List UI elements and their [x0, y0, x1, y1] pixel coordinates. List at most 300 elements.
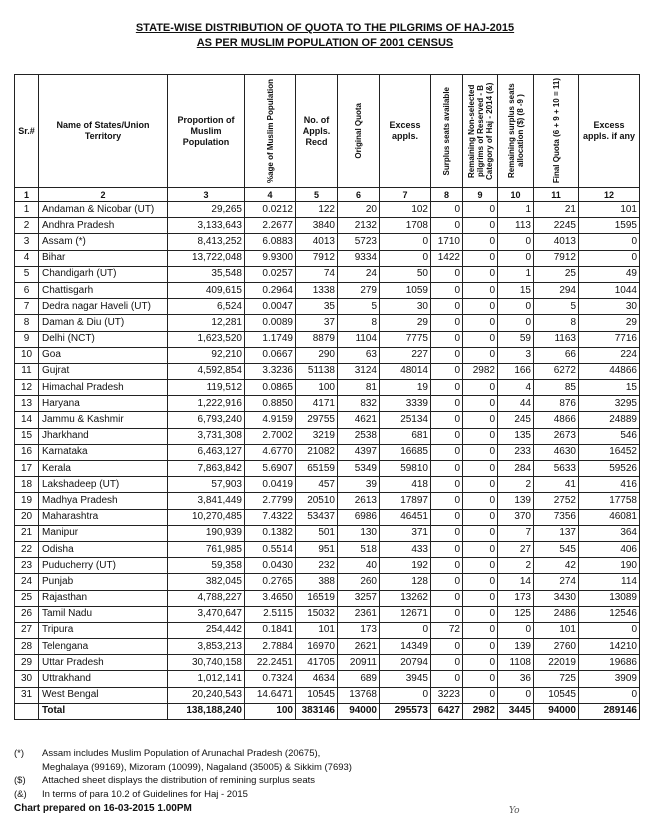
table-cell: 2613 [338, 493, 380, 509]
table-cell: 135 [498, 428, 534, 444]
table-cell: 13768 [338, 687, 380, 703]
header-sr: Sr.# [15, 75, 39, 188]
table-cell: 20 [338, 202, 380, 218]
table-cell: 0 [463, 380, 498, 396]
header-proportion: Proportion of Muslim Population [168, 75, 245, 188]
table-cell: 0 [579, 250, 640, 266]
table-cell: 0 [431, 525, 463, 541]
state-name-cell: Jharkhand [39, 428, 168, 444]
table-cell: 761,985 [168, 541, 245, 557]
state-name-cell: Himachal Pradesh [39, 380, 168, 396]
table-cell: 3945 [380, 671, 431, 687]
table-cell: 1 [15, 202, 39, 218]
table-cell: 274 [534, 574, 579, 590]
table-row [15, 299, 640, 315]
table-cell: 20911 [338, 655, 380, 671]
table-cell: 0 [463, 525, 498, 541]
header-remaining-non-selected: Remaining Non-selected pilgrims of Reserved - B Category of Haj - 2014 (&) [463, 75, 498, 188]
table-cell: 233 [498, 444, 534, 460]
table-cell: 3,841,449 [168, 493, 245, 509]
column-number: 2 [39, 188, 168, 202]
table-cell: 0 [431, 574, 463, 590]
table-cell: 15 [15, 428, 39, 444]
state-name-cell: Uttrakhand [39, 671, 168, 687]
table-row [15, 428, 640, 444]
table-cell: 16519 [296, 590, 338, 606]
total-cell: 295573 [380, 703, 431, 719]
table-cell: 0 [463, 606, 498, 622]
table-cell: 0 [498, 234, 534, 250]
table-cell: 14.6471 [245, 687, 296, 703]
table-cell: 3295 [579, 396, 640, 412]
table-cell: 6.0883 [245, 234, 296, 250]
table-cell: 433 [380, 541, 431, 557]
table-cell: 3,853,213 [168, 639, 245, 655]
table-cell: 25134 [380, 412, 431, 428]
table-cell: 1.1749 [245, 331, 296, 347]
table-cell: 0 [463, 444, 498, 460]
table-cell: 0.2765 [245, 574, 296, 590]
header-final-quota: Final Quota (6 + 9 + 10 = 11) [534, 75, 579, 188]
table-cell: 4630 [534, 444, 579, 460]
table-cell: 2 [498, 477, 534, 493]
total-cell: 94000 [338, 703, 380, 719]
table-cell: 5 [15, 266, 39, 282]
table-cell: 81 [338, 380, 380, 396]
table-cell: 2673 [534, 428, 579, 444]
table-cell: 27 [15, 622, 39, 638]
table-cell: 4013 [296, 234, 338, 250]
table-cell: 139 [498, 639, 534, 655]
table-cell: 114 [579, 574, 640, 590]
table-row [15, 250, 640, 266]
table-cell: 0 [431, 380, 463, 396]
table-cell: 101 [296, 622, 338, 638]
table-cell: 19 [380, 380, 431, 396]
table-cell: 27 [498, 541, 534, 557]
table-cell: 0 [431, 444, 463, 460]
table-cell: 382,045 [168, 574, 245, 590]
table-cell: 0 [463, 218, 498, 234]
total-label: Total [39, 703, 168, 719]
table-cell: 29,265 [168, 202, 245, 218]
table-cell: 8879 [296, 331, 338, 347]
table-cell: 17897 [380, 493, 431, 509]
table-cell: 0 [463, 622, 498, 638]
table-cell: 29 [15, 655, 39, 671]
table-cell: 29 [380, 315, 431, 331]
table-cell: 3124 [338, 363, 380, 379]
table-cell: 20,240,543 [168, 687, 245, 703]
column-number: 7 [380, 188, 431, 202]
table-cell: 15032 [296, 606, 338, 622]
table-cell: 22019 [534, 655, 579, 671]
table-cell: 40 [338, 558, 380, 574]
total-cell [15, 703, 39, 719]
table-cell: 44866 [579, 363, 640, 379]
table-cell: 7 [15, 299, 39, 315]
table-cell: 254,442 [168, 622, 245, 638]
table-cell: 30 [15, 671, 39, 687]
footnote-mark: (&) [14, 788, 27, 800]
table-cell: 19686 [579, 655, 640, 671]
table-cell: 30 [579, 299, 640, 315]
table-cell: 245 [498, 412, 534, 428]
table-row [15, 234, 640, 250]
table-cell: 3840 [296, 218, 338, 234]
table-cell: 8 [15, 315, 39, 331]
table-cell: 101 [534, 622, 579, 638]
table-cell: 7716 [579, 331, 640, 347]
document-subtitle: AS PER MUSLIM POPULATION OF 2001 CENSUS [196, 37, 454, 49]
table-cell: 173 [498, 590, 534, 606]
table-cell: 0 [431, 541, 463, 557]
table-cell: 192 [380, 558, 431, 574]
state-name-cell: Rajasthan [39, 590, 168, 606]
table-cell: 74 [296, 266, 338, 282]
column-number: 1 [15, 188, 39, 202]
table-cell: 10 [15, 347, 39, 363]
table-cell: 19 [15, 493, 39, 509]
table-cell: 101 [579, 202, 640, 218]
table-cell: 24 [15, 574, 39, 590]
table-cell: 4866 [534, 412, 579, 428]
table-cell: 0 [498, 299, 534, 315]
table-cell: 1104 [338, 331, 380, 347]
table-cell: 11 [15, 363, 39, 379]
table-cell: 15 [498, 282, 534, 298]
total-cell: 289146 [579, 703, 640, 719]
table-cell: 0 [431, 493, 463, 509]
table-cell: 2752 [534, 493, 579, 509]
table-cell: 9.9300 [245, 250, 296, 266]
table-cell: 260 [338, 574, 380, 590]
table-cell: 7,863,842 [168, 461, 245, 477]
table-cell: 3,470,647 [168, 606, 245, 622]
table-cell: 0 [431, 477, 463, 493]
table-cell: 29 [579, 315, 640, 331]
footnotes [14, 747, 634, 816]
table-cell: 14 [498, 574, 534, 590]
table-cell: 50 [380, 266, 431, 282]
table-cell: 7775 [380, 331, 431, 347]
footnote-guidelines [14, 788, 634, 802]
table-cell: 0 [431, 331, 463, 347]
header-original-quota: Original Quota [338, 75, 380, 188]
total-cell: 94000 [534, 703, 579, 719]
table-cell: 5.6907 [245, 461, 296, 477]
table-cell: 0.0257 [245, 266, 296, 282]
table-cell: 48014 [380, 363, 431, 379]
table-cell: 30,740,158 [168, 655, 245, 671]
table-cell: 2132 [338, 218, 380, 234]
table-cell: 545 [534, 541, 579, 557]
footnote-surplus [14, 774, 634, 788]
table-cell: 406 [579, 541, 640, 557]
table-cell: 9334 [338, 250, 380, 266]
table-cell: 12 [15, 380, 39, 396]
table-cell: 232 [296, 558, 338, 574]
state-name-cell: Daman & Diu (UT) [39, 315, 168, 331]
table-cell: 2982 [463, 363, 498, 379]
state-name-cell: Goa [39, 347, 168, 363]
table-cell: 7912 [296, 250, 338, 266]
table-cell: 22.2451 [245, 655, 296, 671]
table-row [15, 363, 640, 379]
table-cell: 21 [534, 202, 579, 218]
table-body [15, 202, 640, 720]
table-cell: 37 [296, 315, 338, 331]
table-cell: 0 [431, 428, 463, 444]
table-cell: 0.0089 [245, 315, 296, 331]
state-name-cell: Gujrat [39, 363, 168, 379]
table-cell: 0 [498, 315, 534, 331]
table-cell: 0 [463, 412, 498, 428]
table-cell: 16685 [380, 444, 431, 460]
table-cell: 0 [431, 590, 463, 606]
table-cell: 26 [15, 606, 39, 622]
table-cell: 0.2964 [245, 282, 296, 298]
table-cell: 139 [498, 493, 534, 509]
table-row [15, 655, 640, 671]
table-cell: 28 [15, 639, 39, 655]
table-cell: 35,548 [168, 266, 245, 282]
table-cell: 173 [338, 622, 380, 638]
table-cell: 7 [498, 525, 534, 541]
table-cell: 21082 [296, 444, 338, 460]
table-cell: 0 [463, 477, 498, 493]
table-cell: 0 [463, 250, 498, 266]
table-cell: 35 [296, 299, 338, 315]
table-cell: 0 [380, 687, 431, 703]
header-remaining-surplus: Remaining surplus seats allocation ($) (8 -9 ) [498, 75, 534, 188]
table-cell: 137 [534, 525, 579, 541]
table-cell: 4013 [534, 234, 579, 250]
table-cell: 14 [15, 412, 39, 428]
table-cell: 4397 [338, 444, 380, 460]
table-cell: 4171 [296, 396, 338, 412]
state-name-cell: Andhra Pradesh [39, 218, 168, 234]
table-cell: 0 [431, 671, 463, 687]
table-cell: 2361 [338, 606, 380, 622]
table-cell: 371 [380, 525, 431, 541]
table-cell: 0 [463, 202, 498, 218]
table-cell: 0.8850 [245, 396, 296, 412]
table-cell: 53437 [296, 509, 338, 525]
footnote-text: Assam includes Muslim Population of Arunachal Pradesh (20675), [42, 748, 321, 759]
state-name-cell: Maharashtra [39, 509, 168, 525]
table-cell: 0 [380, 250, 431, 266]
table-cell: 30 [380, 299, 431, 315]
state-name-cell: Karnataka [39, 444, 168, 460]
table-cell: 2538 [338, 428, 380, 444]
document-title: STATE-WISE DISTRIBUTION OF QUOTA TO THE PILGRIMS OF HAJ-2015 [135, 22, 515, 34]
table-cell: 190 [579, 558, 640, 574]
table-cell: 2 [498, 558, 534, 574]
table-cell: 190,939 [168, 525, 245, 541]
table-cell: 876 [534, 396, 579, 412]
table-cell: 3 [15, 234, 39, 250]
table-cell: 85 [534, 380, 579, 396]
footnote-text: Attached sheet displays the distribution of remining surplus seats [42, 775, 316, 786]
total-cell: 100 [245, 703, 296, 719]
table-cell: 1595 [579, 218, 640, 234]
table-cell: 1422 [431, 250, 463, 266]
column-number: 3 [168, 188, 245, 202]
table-cell: 4621 [338, 412, 380, 428]
table-cell: 4 [15, 250, 39, 266]
table-cell: 832 [338, 396, 380, 412]
table-cell: 12546 [579, 606, 640, 622]
table-row [15, 202, 640, 218]
table-cell: 0.0047 [245, 299, 296, 315]
table-cell: 9 [15, 331, 39, 347]
table-cell: 0 [431, 396, 463, 412]
table-cell: 0 [431, 363, 463, 379]
state-name-cell: Tripura [39, 622, 168, 638]
table-cell: 4 [498, 380, 534, 396]
table-cell: 13,722,048 [168, 250, 245, 266]
table-cell: 42 [534, 558, 579, 574]
table-cell: 1044 [579, 282, 640, 298]
table-cell: 1 [498, 266, 534, 282]
table-cell: 0 [463, 428, 498, 444]
table-row [15, 687, 640, 703]
table-cell: 0 [431, 218, 463, 234]
table-cell: 7912 [534, 250, 579, 266]
column-number: 11 [534, 188, 579, 202]
table-cell: 3223 [431, 687, 463, 703]
table-cell: 10545 [296, 687, 338, 703]
table-cell: 0 [463, 461, 498, 477]
header-excess-if-any: Excess appls. if any [579, 75, 640, 188]
table-cell: 8 [534, 315, 579, 331]
footnote-mark: ($) [14, 775, 26, 786]
total-cell: 138,188,240 [168, 703, 245, 719]
table-cell: 1108 [498, 655, 534, 671]
table-cell: 41705 [296, 655, 338, 671]
table-cell: 0 [463, 234, 498, 250]
column-number: 12 [579, 188, 640, 202]
table-cell: 5 [534, 299, 579, 315]
table-cell: 501 [296, 525, 338, 541]
table-row [15, 606, 640, 622]
table-cell: 0.1382 [245, 525, 296, 541]
table-cell: 44 [498, 396, 534, 412]
table-cell: 0.5514 [245, 541, 296, 557]
table-cell: 7.4322 [245, 509, 296, 525]
table-cell: 59 [498, 331, 534, 347]
table-row [15, 282, 640, 298]
footnote-text: In terms of para 10.2 of Guidelines for Haj - 2015 [42, 788, 248, 800]
state-name-cell: Kerala [39, 461, 168, 477]
table-cell: 0.0212 [245, 202, 296, 218]
table-cell: 4.6770 [245, 444, 296, 460]
table-cell: 18 [15, 477, 39, 493]
header-state-name: Name of States/Union Territory [39, 75, 168, 188]
table-cell: 0 [579, 687, 640, 703]
table-cell: 14210 [579, 639, 640, 655]
table-cell: 0 [431, 347, 463, 363]
state-name-cell: Manipur [39, 525, 168, 541]
table-cell: 92,210 [168, 347, 245, 363]
table-cell: 41 [534, 477, 579, 493]
table-cell: 24 [338, 266, 380, 282]
table-cell: 0.0419 [245, 477, 296, 493]
state-name-cell: Punjab [39, 574, 168, 590]
footnote-mark: (*) [14, 748, 25, 759]
column-number: 5 [296, 188, 338, 202]
table-cell: 24889 [579, 412, 640, 428]
table-cell: 2 [15, 218, 39, 234]
table-row [15, 558, 640, 574]
state-name-cell: Dedra nagar Haveli (UT) [39, 299, 168, 315]
table-cell: 31 [15, 687, 39, 703]
table-cell: 20794 [380, 655, 431, 671]
column-number: 9 [463, 188, 498, 202]
table-cell: 1338 [296, 282, 338, 298]
table-cell: 227 [380, 347, 431, 363]
table-cell: 0 [463, 493, 498, 509]
table-cell: 20510 [296, 493, 338, 509]
table-cell: 8,413,252 [168, 234, 245, 250]
total-cell: 6427 [431, 703, 463, 719]
table-cell: 3.4650 [245, 590, 296, 606]
table-cell: 0 [498, 250, 534, 266]
state-name-cell: Chattisgarh [39, 282, 168, 298]
table-cell: 100 [296, 380, 338, 396]
table-cell: 1708 [380, 218, 431, 234]
table-cell: 0 [463, 671, 498, 687]
state-name-cell: Madhya Pradesh [39, 493, 168, 509]
table-cell: 29755 [296, 412, 338, 428]
state-name-cell: Uttar Pradesh [39, 655, 168, 671]
table-row [15, 461, 640, 477]
table-row [15, 493, 640, 509]
table-cell: 0 [380, 234, 431, 250]
table-cell: 279 [338, 282, 380, 298]
table-cell: 5 [338, 299, 380, 315]
table-cell: 20 [15, 509, 39, 525]
state-name-cell: Chandigarh (UT) [39, 266, 168, 282]
table-cell: 3909 [579, 671, 640, 687]
table-cell: 2.7799 [245, 493, 296, 509]
table-cell: 0.1841 [245, 622, 296, 638]
table-cell: 5633 [534, 461, 579, 477]
table-cell: 13262 [380, 590, 431, 606]
table-cell: 59526 [579, 461, 640, 477]
table-cell: 51138 [296, 363, 338, 379]
table-cell: 15 [579, 380, 640, 396]
table-cell: 0.0430 [245, 558, 296, 574]
table-cell: 951 [296, 541, 338, 557]
table-row [15, 477, 640, 493]
table-cell: 4.9159 [245, 412, 296, 428]
table-row [15, 218, 640, 234]
table-cell: 689 [338, 671, 380, 687]
table-cell: 7356 [534, 509, 579, 525]
table-cell: 3430 [534, 590, 579, 606]
table-cell: 10545 [534, 687, 579, 703]
prepared-date: Chart prepared on 16-03-2015 1.00PM [14, 803, 192, 814]
quota-table [14, 74, 640, 720]
table-cell: 518 [338, 541, 380, 557]
table-cell: 0 [431, 266, 463, 282]
table-cell: 66 [534, 347, 579, 363]
table-row [15, 671, 640, 687]
table-cell: 6986 [338, 509, 380, 525]
table-cell: 0 [463, 396, 498, 412]
